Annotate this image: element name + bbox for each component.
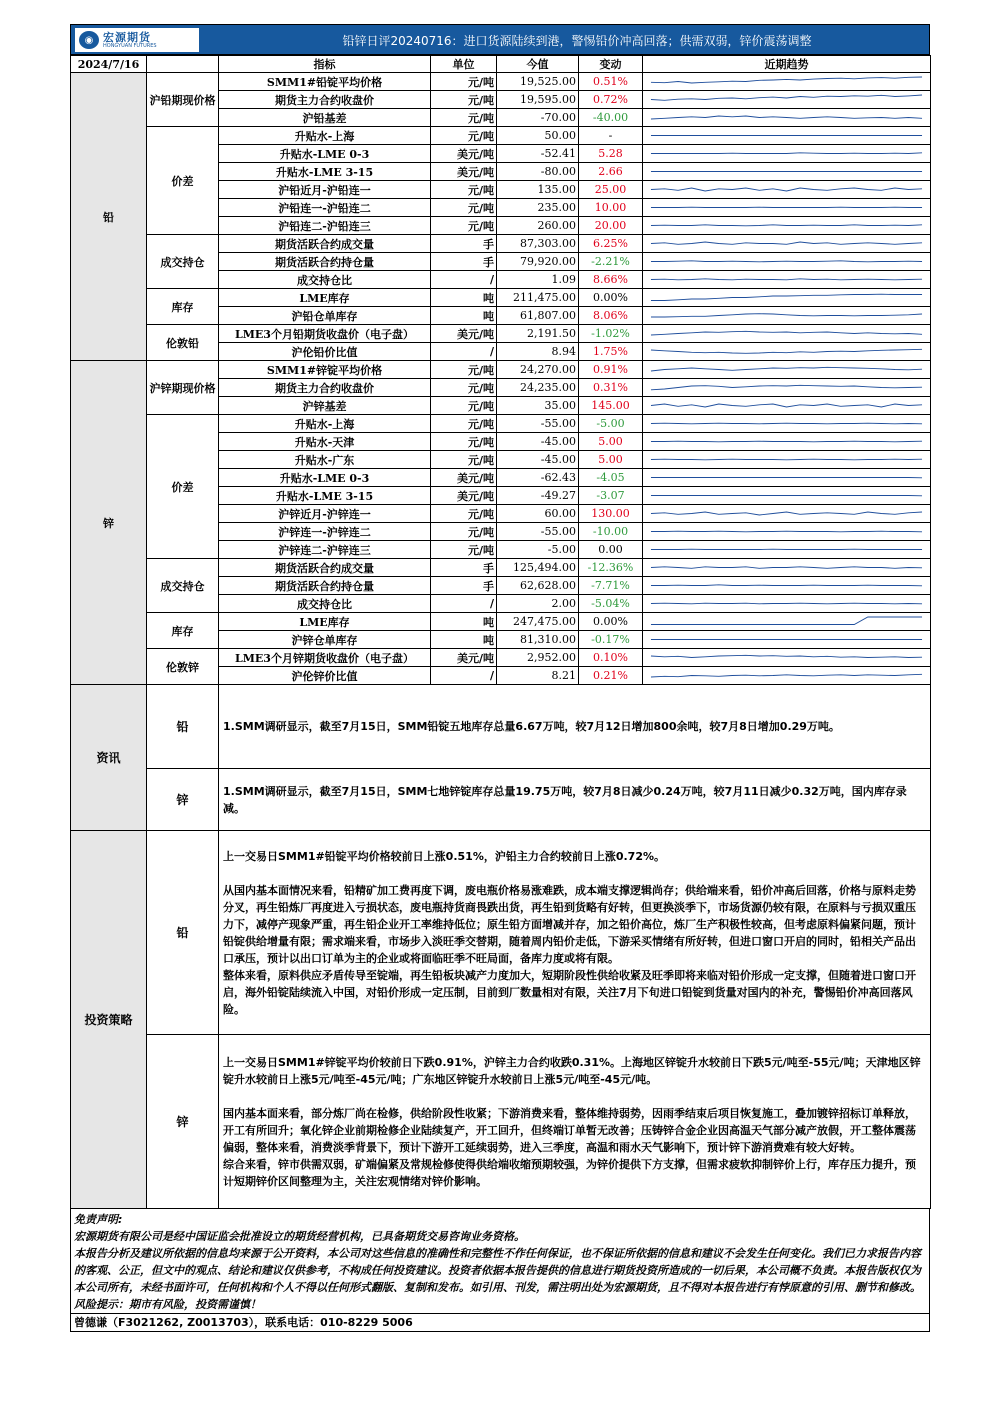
strategy-lead-text xyxy=(219,831,931,1035)
value-cell: 24,235.00 xyxy=(497,379,579,397)
sparkline-series xyxy=(651,153,922,154)
unit-cell: 吨 xyxy=(431,307,497,325)
trend-sparkline xyxy=(643,397,931,415)
value-cell: 19,525.00 xyxy=(497,73,579,91)
value-cell: -52.41 xyxy=(497,145,579,163)
change-cell: 8.66% xyxy=(579,271,643,289)
indicator-name: 沪锌仓单库存 xyxy=(219,631,431,649)
indicator-name: 升贴水-LME 0-3 xyxy=(219,469,431,487)
sparkline-chart xyxy=(643,595,930,612)
sparkline-series xyxy=(651,294,922,300)
sparkline-series xyxy=(651,77,922,83)
value-cell: 8.94 xyxy=(497,343,579,361)
news-lead-text: 1.SMM调研显示，截至7月15日，SMM铅锭五地库存总量6.67万吨，较7月12日增加800余吨，较7月8日增加0.29万吨。 xyxy=(219,685,931,769)
trend-sparkline xyxy=(643,163,931,181)
header-change: 变动 xyxy=(579,56,643,73)
indicator-name: LME3个月铅期货收盘价（电子盘） xyxy=(219,325,431,343)
indicator-name: LME3个月锌期货收盘价（电子盘） xyxy=(219,649,431,667)
value-cell: 2,952.00 xyxy=(497,649,579,667)
section-label: 库存 xyxy=(147,613,219,649)
unit-cell: 手 xyxy=(431,253,497,271)
unit-cell: 元/吨 xyxy=(431,523,497,541)
value-cell: 61,807.00 xyxy=(497,307,579,325)
unit-cell: 元/吨 xyxy=(431,451,497,469)
news-label: 资讯 xyxy=(71,685,147,831)
unit-cell: 元/吨 xyxy=(431,433,497,451)
value-cell: 2,191.50 xyxy=(497,325,579,343)
group-label: 锌 xyxy=(71,361,147,685)
trend-sparkline xyxy=(643,469,931,487)
unit-cell: 元/吨 xyxy=(431,217,497,235)
change-cell: 0.51% xyxy=(579,73,643,91)
indicator-name: 沪铅近月-沪铅连一 xyxy=(219,181,431,199)
strategy-zinc-label: 锌 xyxy=(147,1035,219,1209)
sparkline-chart xyxy=(643,505,930,522)
indicator-name: SMM1#铅锭平均价格 xyxy=(219,73,431,91)
unit-cell: 元/吨 xyxy=(431,199,497,217)
sparkline-series xyxy=(651,95,922,100)
sparkline-chart xyxy=(643,361,930,378)
trend-sparkline xyxy=(643,451,931,469)
disclaimer-line: 本报告分析及建议所依据的信息均来源于公开资料，本公司对这些信息的准确性和完整性不作任何保证，也不保证所依据的信息和建议不会发生任何变化。我们已力求报告内容的客观、公正，但文中的观点、结论和建议仅供参考，不构成任何投资建议。投资者依据本报告提供的信息进行期货投资所造成的一切后果，本公司概不负责。本报告版权仅为本公司所有，未经书面许可，任何机构和个人不得以任何形式翻版、复制和发布。如引用、刊发，需注明出处为宏源期货，且不得对本报告进行有悖原意的引用、删节和修改。 xyxy=(74,1247,921,1294)
value-cell: -70.00 xyxy=(497,109,579,127)
unit-cell: / xyxy=(431,667,497,685)
indicator-name: 期货主力合约收盘价 xyxy=(219,379,431,397)
change-cell: 20.00 xyxy=(579,217,643,235)
value-cell: -45.00 xyxy=(497,451,579,469)
sparkline-series xyxy=(651,617,922,625)
header-unit: 单位 xyxy=(431,56,497,73)
value-cell: 79,920.00 xyxy=(497,253,579,271)
trend-sparkline xyxy=(643,343,931,361)
value-cell: 1.09 xyxy=(497,271,579,289)
change-cell: 0.00% xyxy=(579,289,643,307)
unit-cell: 元/吨 xyxy=(431,415,497,433)
value-cell: 8.21 xyxy=(497,667,579,685)
unit-cell: 元/吨 xyxy=(431,541,497,559)
sparkline-series xyxy=(651,404,922,407)
trend-sparkline xyxy=(643,415,931,433)
table-row xyxy=(71,235,931,253)
sparkline-series xyxy=(651,225,922,226)
sparkline-chart xyxy=(643,649,930,666)
trend-sparkline xyxy=(643,73,931,91)
change-cell: -1.02% xyxy=(579,325,643,343)
indicator-name: 沪锌基差 xyxy=(219,397,431,415)
indicator-name: 升贴水-上海 xyxy=(219,415,431,433)
sparkline-chart xyxy=(643,217,930,234)
section-label: 伦敦锌 xyxy=(147,649,219,685)
sparkline-series xyxy=(651,674,922,677)
trend-sparkline xyxy=(643,433,931,451)
sparkline-chart xyxy=(643,577,930,594)
unit-cell: 手 xyxy=(431,235,497,253)
value-cell: 81,310.00 xyxy=(497,631,579,649)
header-section xyxy=(147,56,219,73)
strategy-paragraph: 上一交易日SMM1#锌锭平均价较前日下跌0.91%，沪锌主力合约收跌0.31%。上海地区锌锭升水较前日下跌5元/吨至-55元/吨；天津地区锌锭升水较前日上涨5元/吨至-45元/吨；广东地区锌锭升水较前日上涨5元/吨至-45元/吨。 xyxy=(223,1055,921,1086)
value-cell: -55.00 xyxy=(497,415,579,433)
unit-cell: / xyxy=(431,271,497,289)
indicator-name: 沪锌连二-沪锌连三 xyxy=(219,541,431,559)
value-cell: -45.00 xyxy=(497,433,579,451)
indicator-name: 沪铅连二-沪铅连三 xyxy=(219,217,431,235)
unit-cell: 元/吨 xyxy=(431,73,497,91)
header-indicator: 指标 xyxy=(219,56,431,73)
table-row xyxy=(71,73,931,91)
trend-sparkline xyxy=(643,649,931,667)
logo-mark-icon: ◉ xyxy=(79,31,99,49)
section-label: 伦敦铅 xyxy=(147,325,219,361)
sparkline-chart xyxy=(643,379,930,396)
sparkline-chart xyxy=(643,343,930,360)
company-logo xyxy=(75,28,199,52)
sparkline-series xyxy=(651,385,922,390)
change-cell: 0.00 xyxy=(579,541,643,559)
table-row xyxy=(71,613,931,631)
sparkline-chart xyxy=(643,487,930,504)
indicator-name: 沪伦锌价比值 xyxy=(219,667,431,685)
indicator-name: 升贴水-LME 3-15 xyxy=(219,163,431,181)
value-cell: 211,475.00 xyxy=(497,289,579,307)
indicator-name: 成交持仓比 xyxy=(219,595,431,613)
sparkline-series xyxy=(651,261,922,262)
trend-sparkline xyxy=(643,559,931,577)
trend-sparkline xyxy=(643,127,931,145)
indicator-name: LME库存 xyxy=(219,289,431,307)
sparkline-series xyxy=(651,242,922,244)
change-cell: -12.36% xyxy=(579,559,643,577)
section-label: 沪铅期现价格 xyxy=(147,73,219,127)
value-cell: 62,628.00 xyxy=(497,577,579,595)
header-value: 今值 xyxy=(497,56,579,73)
trend-sparkline xyxy=(643,505,931,523)
sparkline-series xyxy=(651,531,922,532)
sparkline-series xyxy=(651,367,922,371)
sparkline-chart xyxy=(643,181,930,198)
trend-sparkline xyxy=(643,631,931,649)
table-row xyxy=(71,415,931,433)
change-cell: -10.00 xyxy=(579,523,643,541)
section-label: 库存 xyxy=(147,289,219,325)
value-cell: -80.00 xyxy=(497,163,579,181)
trend-sparkline xyxy=(643,199,931,217)
indicator-name: 沪铅连一-沪铅连二 xyxy=(219,199,431,217)
sparkline-series xyxy=(651,512,922,515)
sparkline-series xyxy=(651,459,922,460)
table-row xyxy=(71,649,931,667)
sparkline-chart xyxy=(643,559,930,576)
unit-cell: 元/吨 xyxy=(431,109,497,127)
value-cell: 60.00 xyxy=(497,505,579,523)
value-cell: 235.00 xyxy=(497,199,579,217)
disclaimer xyxy=(70,1208,930,1314)
analyst-footer: 曾德谦（F3021262, Z0013703），联系电话：010-8229 5006 xyxy=(70,1313,930,1332)
trend-sparkline xyxy=(643,325,931,343)
trend-sparkline xyxy=(643,667,931,685)
value-cell: 247,475.00 xyxy=(497,613,579,631)
report-title: 铅锌日评20240716：进口货源陆续到港，警惕铅价冲高回落；供需双弱，锌价震荡调整 xyxy=(342,34,812,48)
value-cell: 2.00 xyxy=(497,595,579,613)
sparkline-series xyxy=(651,655,922,657)
unit-cell: 元/吨 xyxy=(431,127,497,145)
sparkline-chart xyxy=(643,145,930,162)
change-cell: 6.25% xyxy=(579,235,643,253)
sparkline-chart xyxy=(643,325,930,342)
section-label: 成交持仓 xyxy=(147,559,219,613)
change-cell: 5.00 xyxy=(579,451,643,469)
value-cell: 50.00 xyxy=(497,127,579,145)
table-row xyxy=(71,325,931,343)
indicator-name: 成交持仓比 xyxy=(219,271,431,289)
strategy-paragraph: 从国内基本面情况来看，铅精矿加工费再度下调，废电瓶价格易涨难跌，成本端支撑逻辑尚存；供给端来看，铅价冲高后回落，价格与原料走势分叉，再生铅炼厂再度进入亏损状态，废电瓶持货商畏跌出货，再生铅到货略有好转，但更换淡季下，市场货源仍较有限，在原料与亏损双重压力下，减停产现象严重，再生铅企业开工率维持低位；原生铅方面增减并存，加之铅价高位，炼厂生产积极性较高，但考虑原料偏紧问题，预计铅锭供给增量有限；需求端来看，市场步入淡旺季交替期，随着周内铅价走低，下游采买情绪有所好转，但进口窗口开启的同时，铅相关产品出口承压，预计以出口订单为主的企业或将面临旺季不旺局面，备库力度或将有限。 xyxy=(223,883,916,965)
unit-cell: 美元/吨 xyxy=(431,649,497,667)
unit-cell: 吨 xyxy=(431,631,497,649)
unit-cell: 吨 xyxy=(431,613,497,631)
strategy-paragraph: 国内基本面来看，部分炼厂尚在检修，供给阶段性收紧；下游消费来看，整体维持弱势，因雨季结束后项目恢复施工，叠加镀锌招标订单释放，开工有所回升；氧化锌企业前期检修企业陆续复产，开工回升，但终端订单暂无改善；压铸锌合金企业因高温天气部分减产放假，开工整体震荡偏弱，整体来看，消费淡季背景下，预计下游开工延续弱势，进入三季度，高温和雨水天气影响下，预计锌下游消费难有较大好转。 xyxy=(223,1106,916,1154)
change-cell: - xyxy=(579,127,643,145)
change-cell: -40.00 xyxy=(579,109,643,127)
indicator-name: 沪铅基差 xyxy=(219,109,431,127)
sparkline-chart xyxy=(643,451,930,468)
news-zinc-text: 1.SMM调研显示，截至7月15日，SMM七地锌锭库存总量19.75万吨，较7月8日减少0.24万吨，较7月11日减少0.32万吨，国内库存录减。 xyxy=(219,769,931,831)
change-cell: 0.31% xyxy=(579,379,643,397)
unit-cell: / xyxy=(431,595,497,613)
indicator-name: 沪锌近月-沪锌连一 xyxy=(219,505,431,523)
report-sheet xyxy=(70,24,930,1332)
sparkline-series xyxy=(651,116,922,119)
section-label: 成交持仓 xyxy=(147,235,219,289)
value-cell: 24,270.00 xyxy=(497,361,579,379)
sparkline-chart xyxy=(643,235,930,252)
trend-sparkline xyxy=(643,235,931,253)
sparkline-chart xyxy=(643,253,930,270)
strategy-section xyxy=(70,830,931,1209)
strategy-paragraph: 整体来看，原料供应矛盾传导至锭端，再生铅板块减产力度加大，短期阶段性供给收紧及旺季即将来临对铅价形成一定支撑，但随着进口窗口开启，海外铅锭陆续流入中国，对铅价形成一定压制，目前到厂数量相对有限，关注7月下旬进口铅锭到货量对国内的补充，警惕铅价冲高回落风险。 xyxy=(223,968,916,1016)
sparkline-chart xyxy=(643,613,930,630)
change-cell: -3.07 xyxy=(579,487,643,505)
sparkline-chart xyxy=(643,91,930,108)
sparkline-series xyxy=(651,279,922,280)
sparkline-chart xyxy=(643,127,930,144)
trend-sparkline xyxy=(643,487,931,505)
value-cell: 135.00 xyxy=(497,181,579,199)
sparkline-chart xyxy=(643,631,930,648)
change-cell: -7.71% xyxy=(579,577,643,595)
unit-cell: 手 xyxy=(431,559,497,577)
change-cell: -0.17% xyxy=(579,631,643,649)
unit-cell: 元/吨 xyxy=(431,91,497,109)
unit-cell: 美元/吨 xyxy=(431,487,497,505)
trend-sparkline xyxy=(643,271,931,289)
sparkline-series xyxy=(651,423,922,424)
logo-cn: 宏源期货 xyxy=(103,30,151,44)
change-cell: 8.06% xyxy=(579,307,643,325)
trend-sparkline xyxy=(643,523,931,541)
table-row xyxy=(71,289,931,307)
indicator-name: 期货活跃合约持仓量 xyxy=(219,253,431,271)
table-header-row xyxy=(71,56,931,73)
disclaimer-line: 宏源期货有限公司是经中国证监会批准设立的期货经营机构，已具备期货交易咨询业务资格。 xyxy=(74,1230,525,1243)
disclaimer-line: 风险提示：期市有风险，投资需谨慎！ xyxy=(74,1298,261,1311)
sparkline-chart xyxy=(643,199,930,216)
change-cell: 0.00% xyxy=(579,613,643,631)
unit-cell: 元/吨 xyxy=(431,361,497,379)
unit-cell: 元/吨 xyxy=(431,181,497,199)
value-cell: 260.00 xyxy=(497,217,579,235)
indicator-name: 期货活跃合约成交量 xyxy=(219,235,431,253)
section-label: 沪锌期现价格 xyxy=(147,361,219,415)
indicator-name: 期货活跃合约持仓量 xyxy=(219,577,431,595)
sparkline-series xyxy=(651,314,922,317)
change-cell: 2.66 xyxy=(579,163,643,181)
value-cell: -62.43 xyxy=(497,469,579,487)
trend-sparkline xyxy=(643,91,931,109)
unit-cell: / xyxy=(431,343,497,361)
indicator-name: 沪伦铅价比值 xyxy=(219,343,431,361)
table-row xyxy=(71,361,931,379)
sparkline-chart xyxy=(643,397,930,414)
sparkline-chart xyxy=(643,271,930,288)
value-cell: -49.27 xyxy=(497,487,579,505)
change-cell: 5.28 xyxy=(579,145,643,163)
change-cell: 130.00 xyxy=(579,505,643,523)
change-cell: 10.00 xyxy=(579,199,643,217)
indicator-name: 升贴水-天津 xyxy=(219,433,431,451)
unit-cell: 元/吨 xyxy=(431,379,497,397)
trend-sparkline xyxy=(643,361,931,379)
indicator-name: SMM1#锌锭平均价格 xyxy=(219,361,431,379)
change-cell: 1.75% xyxy=(579,343,643,361)
strategy-label: 投资策略 xyxy=(71,831,147,1209)
unit-cell: 手 xyxy=(431,577,497,595)
unit-cell: 元/吨 xyxy=(431,505,497,523)
trend-sparkline xyxy=(643,307,931,325)
value-cell: 125,494.00 xyxy=(497,559,579,577)
indicator-name: 升贴水-LME 0-3 xyxy=(219,145,431,163)
news-zinc-label: 锌 xyxy=(147,769,219,831)
trend-sparkline xyxy=(643,253,931,271)
trend-sparkline xyxy=(643,541,931,559)
header-trend: 近期趋势 xyxy=(643,56,931,73)
sparkline-chart xyxy=(643,307,930,324)
strategy-paragraph: 上一交易日SMM1#铅锭平均价格较前日上涨0.51%，沪铅主力合约较前日上涨0.72%。 xyxy=(223,849,666,863)
sparkline-chart xyxy=(643,109,930,126)
trend-sparkline xyxy=(643,595,931,613)
sparkline-chart xyxy=(643,415,930,432)
change-cell: 5.00 xyxy=(579,433,643,451)
sparkline-chart xyxy=(643,667,930,684)
indicator-name: 升贴水-上海 xyxy=(219,127,431,145)
change-cell: -2.21% xyxy=(579,253,643,271)
change-cell: 0.21% xyxy=(579,667,643,685)
report-date: 2024/7/16 xyxy=(71,56,147,73)
value-cell: 35.00 xyxy=(497,397,579,415)
strategy-zinc-text xyxy=(219,1035,931,1209)
strategy-paragraph: 综合来看，锌市供需双弱，矿端偏紧及常规检修使得供给端收缩预期较强，为锌价提供下方支撑，但需求疲软抑制锌价上行，库存压力提升，预计短期锌价区间整理为主，关注宏观情绪对锌价影响。 xyxy=(223,1157,916,1188)
change-cell: 145.00 xyxy=(579,397,643,415)
trend-sparkline xyxy=(643,145,931,163)
table-row xyxy=(71,559,931,577)
indicator-name: LME库存 xyxy=(219,613,431,631)
change-cell: 0.72% xyxy=(579,91,643,109)
sparkline-chart xyxy=(643,523,930,540)
unit-cell: 美元/吨 xyxy=(431,325,497,343)
unit-cell: 美元/吨 xyxy=(431,469,497,487)
trend-sparkline xyxy=(643,577,931,595)
change-cell: -5.00 xyxy=(579,415,643,433)
sparkline-chart xyxy=(643,541,930,558)
sparkline-chart xyxy=(643,289,930,306)
sparkline-series xyxy=(651,331,922,335)
table-row xyxy=(71,127,931,145)
trend-sparkline xyxy=(643,289,931,307)
change-cell: 25.00 xyxy=(579,181,643,199)
change-cell: 0.10% xyxy=(579,649,643,667)
value-cell: 19,595.00 xyxy=(497,91,579,109)
strategy-lead-label: 铅 xyxy=(147,831,219,1035)
sparkline-series xyxy=(651,567,922,569)
group-label: 铅 xyxy=(71,73,147,361)
indicator-name: 沪锌连一-沪锌连二 xyxy=(219,523,431,541)
indicator-name: 升贴水-广东 xyxy=(219,451,431,469)
sparkline-series xyxy=(651,585,922,586)
sparkline-chart xyxy=(643,163,930,180)
value-cell: -55.00 xyxy=(497,523,579,541)
change-cell: -5.04% xyxy=(579,595,643,613)
indicator-name: 沪铅仓单库存 xyxy=(219,307,431,325)
trend-sparkline xyxy=(643,217,931,235)
trend-sparkline xyxy=(643,379,931,397)
indicator-name: 升贴水-LME 3-15 xyxy=(219,487,431,505)
news-section xyxy=(70,684,931,831)
indicator-name: 期货活跃合约成交量 xyxy=(219,559,431,577)
sparkline-series xyxy=(651,441,922,442)
sparkline-chart xyxy=(643,433,930,450)
news-lead-label: 铅 xyxy=(147,685,219,769)
indicator-table xyxy=(70,55,931,685)
sparkline-chart xyxy=(643,73,930,90)
unit-cell: 元/吨 xyxy=(431,397,497,415)
section-label: 价差 xyxy=(147,415,219,559)
value-cell: -5.00 xyxy=(497,541,579,559)
trend-sparkline xyxy=(643,181,931,199)
unit-cell: 吨 xyxy=(431,289,497,307)
trend-sparkline xyxy=(643,109,931,127)
unit-cell: 美元/吨 xyxy=(431,163,497,181)
change-cell: -4.05 xyxy=(579,469,643,487)
sparkline-series xyxy=(651,603,922,604)
sparkline-series xyxy=(651,188,922,191)
indicator-name: 期货主力合约收盘价 xyxy=(219,91,431,109)
unit-cell: 美元/吨 xyxy=(431,145,497,163)
sparkline-chart xyxy=(643,469,930,486)
sparkline-series xyxy=(651,349,922,353)
value-cell: 87,303.00 xyxy=(497,235,579,253)
section-label: 价差 xyxy=(147,127,219,235)
change-cell: 0.91% xyxy=(579,361,643,379)
logo-en: HONGYUAN FUTURES xyxy=(103,42,157,49)
trend-sparkline xyxy=(643,613,931,631)
disclaimer-heading: 免责声明: xyxy=(74,1213,123,1226)
report-header xyxy=(70,24,930,55)
